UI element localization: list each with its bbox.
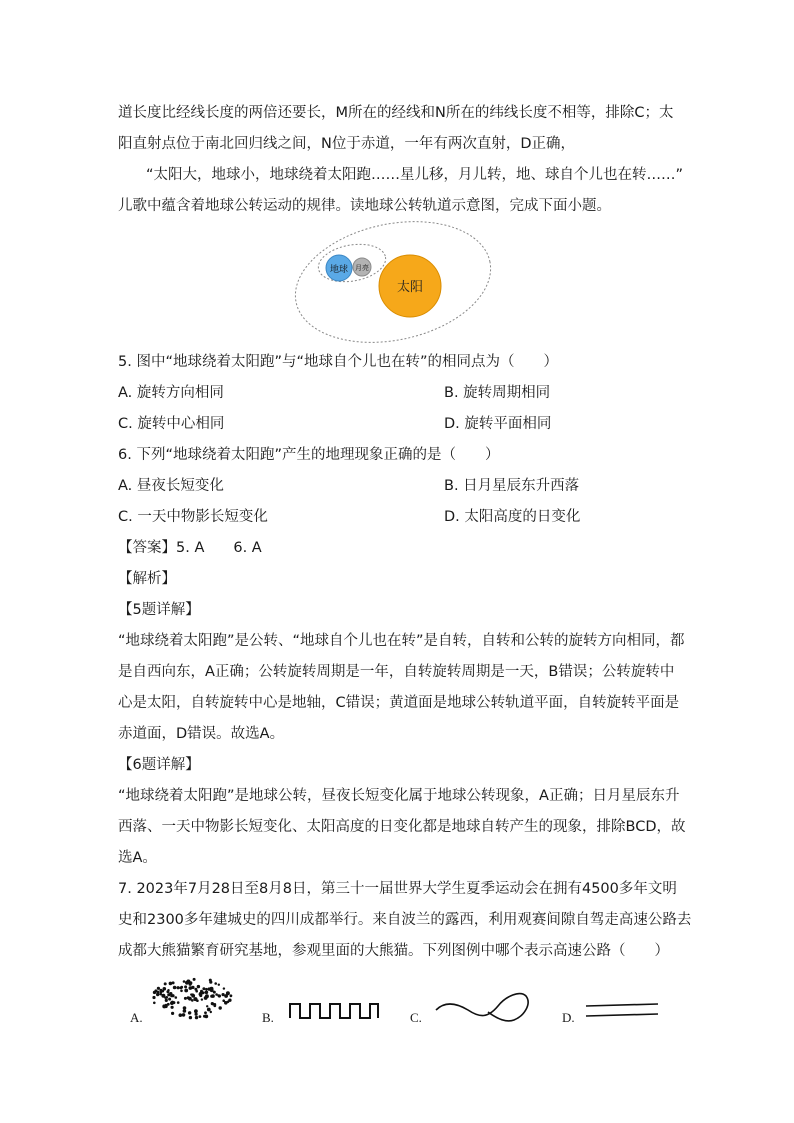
q7-option-b-label: B.	[262, 1010, 274, 1025]
q6-detail-heading: 【6题详解】	[118, 757, 200, 773]
answer-line: 【答案】5. A 6. A	[118, 540, 262, 556]
intro-line: 儿歌中蕴含着地球公转运动的规律。读地球公转轨道示意图，完成下面小题。	[118, 198, 611, 214]
legend-dot	[193, 978, 196, 981]
legend-dot	[194, 997, 198, 1001]
q5-option-b: B. 旋转周期相同	[444, 385, 551, 401]
q5-option-c: C. 旋转中心相同	[118, 416, 225, 432]
legend-dot	[171, 1012, 174, 1015]
earth-label: 地球	[329, 265, 349, 275]
legend-dot	[172, 1001, 175, 1004]
q5-detail-line: “地球绕着太阳跑”是公转、“地球自个儿也在转”是自转，自转和公转的旋转方向相同，都	[118, 633, 685, 649]
legend-dot	[191, 993, 194, 996]
legend-dot	[223, 987, 225, 989]
legend-dot	[152, 996, 155, 999]
legend-dot	[199, 1015, 202, 1018]
legend-dot	[194, 1009, 198, 1013]
legend-dot	[169, 982, 173, 986]
q5-detail-line: 心是太阳，自转旋转中心是地轴，C错误；黄道面是地球公转轨道平面，自转旋转平面是	[118, 695, 680, 711]
legend-dot	[205, 988, 208, 991]
legend-dot	[197, 985, 200, 988]
legend-dot	[211, 1002, 214, 1005]
dotted-area-legend-icon	[150, 974, 236, 1022]
legend-dot	[227, 1001, 230, 1004]
sun-label: 太阳	[396, 280, 424, 295]
analysis-heading: 【解析】	[118, 571, 176, 587]
legend-dot	[183, 1009, 187, 1013]
moon-orbit	[315, 239, 388, 286]
q6-detail-line: “地球绕着太阳跑”是地球公转，昼夜长短变化属于地球公转现象，A正确；日月星辰东升	[118, 788, 680, 804]
legend-dot	[177, 1001, 180, 1004]
legend-dot	[202, 987, 205, 990]
legend-dot	[195, 1016, 198, 1019]
legend-dot	[208, 987, 211, 990]
legend-dot	[215, 993, 218, 996]
q7-option-d-label: D.	[562, 1010, 575, 1025]
legend-dot	[204, 996, 207, 999]
legend-dot	[187, 980, 191, 984]
legend-dot	[204, 1011, 207, 1014]
legend-dot	[207, 1008, 211, 1012]
legend-dot	[218, 984, 220, 986]
q6-option-d: D. 太阳高度的日变化	[444, 509, 581, 525]
legend-dot	[194, 988, 197, 991]
q5-stem: 5. 图中“地球绕着太阳跑”与“地球自个儿也在转”的相同点为（ ）	[118, 354, 558, 370]
q7-option-a-label: A.	[130, 1010, 143, 1025]
legend-dot	[219, 1006, 222, 1009]
legend-dot	[201, 998, 203, 1000]
q5-detail-line: 赤道面，D错误。故选A。	[118, 726, 285, 742]
legend-dot	[173, 986, 177, 990]
intro-line: “太阳大，地球小，地球绕着太阳跑……星儿移，月儿转，地、球自个儿也在转……”	[146, 167, 684, 183]
legend-dot	[209, 981, 212, 984]
legend-dot	[175, 996, 178, 999]
q6-option-c: C. 一天中物影长短变化	[118, 509, 268, 525]
q5-detail-line: 是自西向东，A正确；公转旋转周期是一年，自转旋转周期是一天，B错误；公转旋转中	[118, 664, 675, 680]
legend-dot	[230, 994, 233, 997]
q7-stem-line: 成都大熊猫繁育研究基地，参观里面的大熊猫。下列图例中哪个表示高速公路（ ）	[118, 943, 669, 959]
square-wave-legend-icon	[288, 1000, 380, 1022]
q7-stem-line: 史和2300多年建城史的四川成都举行。来自波兰的露西，利用观赛间隙自驾走高速公路去	[118, 912, 692, 928]
legend-dot	[180, 990, 183, 993]
legend-dot	[177, 986, 180, 989]
legend-dot	[222, 993, 225, 996]
q5-option-a: A. 旋转方向相同	[118, 385, 224, 401]
legend-dot	[224, 994, 228, 998]
legend-dot	[210, 1011, 212, 1013]
legend-dot	[195, 1013, 198, 1016]
q6-detail-line: 选A。	[118, 850, 157, 866]
double-line-legend-icon	[584, 1000, 660, 1022]
moon-label: 月亮	[355, 264, 369, 272]
legend-dot	[165, 999, 168, 1002]
legend-dot	[184, 985, 187, 988]
orbit-diagram	[290, 220, 500, 345]
legend-dot	[164, 982, 167, 985]
legend-dot	[183, 980, 186, 983]
legend-dot	[162, 990, 165, 993]
paragraph-line: 阳直射点位于南北回归线之间，N位于赤道，一年有两次直射，D正确，	[118, 136, 576, 152]
legend-dot	[166, 990, 169, 993]
legend-dot	[189, 1016, 192, 1019]
legend-dot	[210, 995, 213, 998]
q7-stem-line: 7. 2023年7月28日至8月8日，第三十一届世界大学生夏季运动会在拥有4500多年文明	[118, 881, 677, 897]
legend-dot	[168, 998, 171, 1001]
q6-option-a: A. 昼夜长短变化	[118, 478, 224, 494]
legend-dot	[153, 991, 156, 994]
q6-stem: 6. 下列“地球绕着太阳跑”产生的地理现象正确的是（ ）	[118, 447, 500, 463]
legend-dot	[202, 991, 205, 994]
q5-detail-heading: 【5题详解】	[118, 602, 200, 618]
legend-dot	[169, 992, 172, 995]
legend-dot	[189, 986, 193, 990]
curve-legend-icon	[432, 988, 532, 1026]
legend-dot	[205, 991, 209, 995]
legend-dot	[184, 997, 187, 1000]
legend-dot	[162, 1004, 166, 1008]
legend-dot	[180, 987, 183, 990]
legend-dot	[179, 1013, 183, 1017]
legend-dot	[189, 1011, 192, 1014]
legend-dot	[204, 1015, 208, 1019]
legend-dot	[184, 989, 188, 993]
legend-dot	[172, 981, 175, 984]
legend-dot	[188, 997, 192, 1001]
legend-dot	[167, 1003, 170, 1006]
legend-dot	[171, 1006, 174, 1009]
q6-detail-line: 西落、一天中物影长短变化、太阳高度的日变化都是地球自转产生的现象，排除BCD，故	[118, 819, 686, 835]
legend-dot	[165, 996, 168, 999]
legend-dot	[214, 982, 217, 985]
legend-dot	[153, 1002, 156, 1005]
legend-dot	[157, 987, 160, 990]
legend-dot	[189, 983, 192, 986]
legend-dot	[213, 1004, 216, 1007]
legend-dot	[157, 991, 160, 994]
legend-dot	[206, 1005, 208, 1007]
legend-dot	[182, 1013, 186, 1017]
q5-option-d: D. 旋转平面相同	[444, 416, 552, 432]
paragraph-line: 道长度比经线长度的两倍还要长，M所在的经线和N所在的纬线长度不相等，排除C；太	[118, 105, 674, 121]
q6-option-b: B. 日月星辰东升西落	[444, 478, 580, 494]
q7-option-c-label: C.	[410, 1010, 422, 1025]
